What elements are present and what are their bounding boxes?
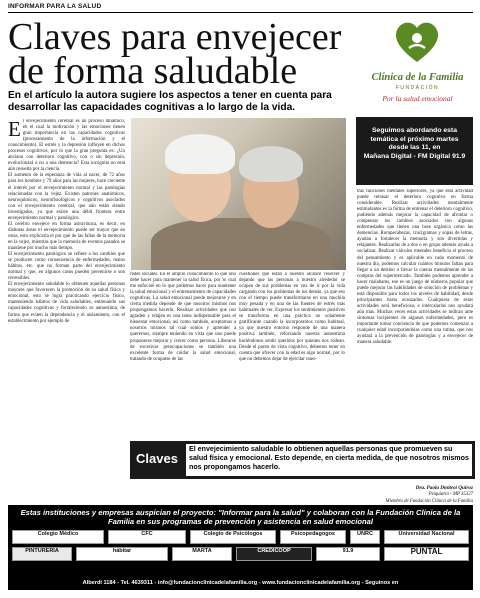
promo-line: desde las 11, en bbox=[388, 144, 441, 152]
sponsor-logo[interactable]: Colegio Médico bbox=[12, 530, 104, 544]
paragraph: El envejecimiento patológico se refiere a los cambios que se producen como consecuencia de enfermedades, malos hábitos, etc. que no forman parte del envejecimiento normal y que, en algunos casos pueden prevenirse o son reversibles. bbox=[8, 252, 125, 282]
sponsor-logo[interactable]: Universidad Nacional bbox=[384, 530, 469, 544]
sponsor-logo[interactable]: UNRC bbox=[350, 530, 380, 544]
paragraph: El aumento de la esperanza de vida al nacer, de 72 años para los hombres y 79 años para las mujeres, hace creciente el interés por el envejecimiento normal y las patologías relacionadas con la vejez. Existen patrones anatómicos, neuroquímicos, neurofisiológicos y cognitivos asociados con el envejecimiento cerebral, que aún están siendo investigados, ya que existe una débil frontera entre envejecimiento normal y patológico. bbox=[8, 173, 125, 221]
drop-cap: E bbox=[8, 119, 21, 141]
author-org: Miembro de Fundación Clínica de la Familia bbox=[385, 499, 473, 504]
article-column-4: tras funciones mentales superiores, ya que esta actividad puede retrasar el deterioro cognitivo en forma considerable. Realizar actividades mentalmente estimulantes es la forma de entrenar el deterioro cognitivo, pudiendo además mejorar la capacidad de afrontar o compensar los cambios asociados con algunas enfermedades que tienen una base orgánica como las demencias. Rompecabezas, crucigramas y sopas de letras, ayudan a fortalecer la memoria y son divertidas y relajantes. Realizarlas de a dos o en grupo además ayuda a socializar. Realizar cálculos mentales beneficia el proceso del pensamiento y es aplicable en cada momento de nuestra día, podemos calcular cuántos minutos faltan para llegar a un destino o llevar la cuenta mentalmente de las compras del supermercado. También podemos aprender a hacer malabares, ese es un juego de números popular que puede mejorar las habilidades de solución de problemas y está disponible para todos los niveles de habilidad, desde principiantes hasta avanzados. Cualquiera de estas actividades será beneficiosa, e intercalarlas nos ayudará aún más. Muchas veces estas actividades se indican ante síntomas incipientes de algunas enfermedades, pero es importante tomar conciencia de que podemos comenzar a cualquier edad incorporándolas como una rutina, que nos ayudará a la prevención de patologías y a envejecer de manera saludable. bbox=[357, 189, 473, 346]
author-name: Dra. Paola Dmitroi Quiroz bbox=[415, 485, 473, 491]
sponsor-text: Estas instituciones y empresas auspician el proyecto: "Informar para la salud" y colaboran con la Fundación Clínica de la Familia en sus programas de prevención y asistencia en salud emocional bbox=[20, 508, 461, 527]
promo-line: temática el próximo martes bbox=[370, 135, 459, 143]
sponsor-logo[interactable]: PINTURERÍA bbox=[12, 547, 72, 561]
sponsor-logo[interactable]: Psicopedagogos bbox=[280, 530, 346, 544]
sponsor-logo[interactable]: Colegio de Psicólogos bbox=[190, 530, 276, 544]
claves-label: Claves bbox=[136, 451, 178, 466]
paragraph: El envejecimiento saludable lo obtienen aquellas personas mayores que favorecen la promoción de su salud física y emocional, esto se logra practicando ejercicio físico, manteniendo hábitos de vida saludables, entrenando sus capacidades cognitivas y fortaleciendo su autoestima, de forma que eviten la dependencia y el aislamiento, con el establecimiento por ejemplo de bbox=[8, 282, 125, 324]
clinica-logo bbox=[360, 18, 475, 110]
article-column-1 bbox=[8, 119, 125, 434]
section-label: INFORMAR PARA LA SALUD bbox=[8, 3, 102, 10]
heart-icon bbox=[393, 18, 441, 64]
promo-line: Mañana Digital - FM Digital 91.9 bbox=[363, 152, 466, 160]
paragraph: El cerebro envejece en forma asincrónica, es decir, en distintas áreas el envejecimiento puede ser mayor que en otras, esto explicaría el por qué de las fallas de la memoria en la vejez, mientras que la memoria de eventos pasados se mantiene por mucho más tiempo. bbox=[8, 221, 125, 251]
logo-name: Clínica de la Familia bbox=[371, 72, 464, 83]
article-column-3: cuestiones que están a nuestro alcance resolver y dejando que las personas a nuestro alrededor se ocupen de sus problemas en vez de ir por la vida cargando con los problemas de los demás, ya que eso con el tiempo puede transformarse en una mochila muy pesada y en una de las fuentes de estrés más habituales de ver. Expresar los sentimientos positivos se transforma en una práctica no solamente gratificante cuando la incorporamos como habitual, ya que nuestro entorno responde de una manera positiva también, reforzando nuestra autoestima haciéndonos sentir queridos por quienes nos rodean. Desde el punto de vista cognitivo, debemos tener en cuenta que ofrecer con la edad es algo normal, por lo que no debemos dejar de ejercitar nues- bbox=[239, 272, 345, 362]
paragraph: l envejecimiento cerebral es un proceso dinámico, en el cual la motivación y las emociones tienen gran importancia en las capacidades cognitivas (procesamiento de la información y el conocimiento). El estrés y la depresión influyen en dichos procesos cognitivos, por lo que la gran pregunta es: ¿Un anciano con deterioro cognitivo, con o sin depresión, evolucionará o no a una demencia? Esta incógnita no está aún resuelta por la ciencia. bbox=[8, 119, 125, 173]
article-column-2: redes sociales. En el amplio conocimiento lo que uno debe hacer para mantener la salud física, por lo cual me enfocaré en lo que podemos hacer para mantener la salud emocional y el entrenamiento de capacidades cognitivas. La salud emocional puede mejorarse y en cierta medida depende de que nosotros mismos nos propongamos hacerlo. Realizar actividades que nos agraden y relajen es una tarea indispensable para el bienestar emocional, así como también, aceptarnos a nosotros mismos tal cual somos y aprender a querernos, siempre teniendo en vista que uno puede proponerse mejorar y crecer como persona. Liberarse de excesivas preocupaciones se también una excelente forma de cuidar la salud emocional, tratando de ocuparse de las bbox=[130, 272, 236, 362]
sponsor-logo[interactable]: 91.9 bbox=[316, 547, 380, 561]
section-divider bbox=[8, 12, 473, 13]
claves-quote: El envejecimiento saludable lo obtienen aquellas personas que promueven su salud física y emocional. Esto depende, en cierta medida, de que nosotros mismos nos propongamos hacerlo. bbox=[186, 444, 472, 476]
sponsor-logo[interactable]: CREDICOOP bbox=[236, 547, 312, 561]
logo-fundacion: FUNDACIÓN bbox=[395, 85, 440, 91]
sponsor-logo[interactable]: MARTA bbox=[172, 547, 232, 561]
radio-promo-box bbox=[356, 117, 473, 185]
subheadline: En el artículo la autora sugiere los aspectos a tener en cuenta para desarrollar las capacidades cognitivas a lo largo de la vida. bbox=[8, 90, 332, 113]
sponsor-logo[interactable]: PUNTAL bbox=[384, 547, 469, 561]
logo-tagline: Por la salud emocional bbox=[382, 94, 453, 103]
sponsor-logo[interactable]: hábitar bbox=[76, 547, 168, 561]
promo-line: Seguimos abordando esta bbox=[372, 127, 457, 134]
elderly-couple-photo bbox=[131, 118, 346, 270]
footer-contact: Alberdi 1184 - Tel. 4639311 - info@fundacionclinicadelafamilia.org - www.fundacionclinicadelafamilia.org - Seguinos en bbox=[82, 580, 399, 586]
headline: Claves para envejecer de forma saludable bbox=[8, 16, 342, 92]
author-title: Psiquiatra - MP 35327 bbox=[428, 492, 473, 497]
sponsor-logo[interactable]: CFC bbox=[108, 530, 186, 544]
